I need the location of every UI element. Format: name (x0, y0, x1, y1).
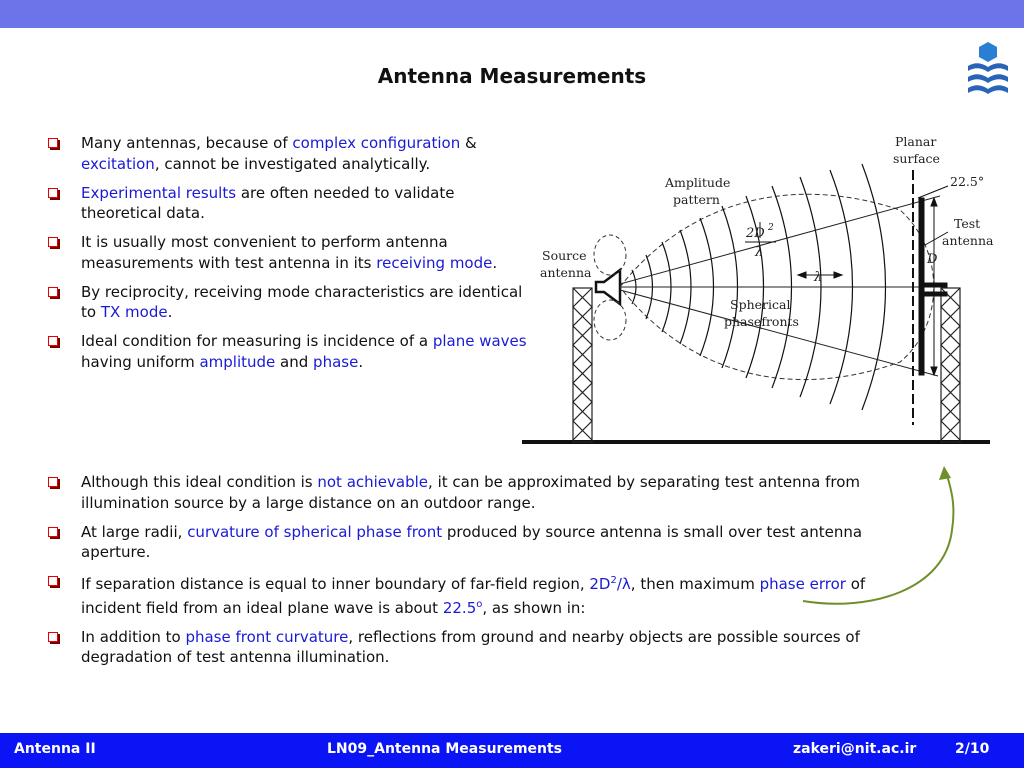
bullet-text: By reciprocity, receiving mode characteristics are identical to (81, 282, 523, 321)
source-label-line2: antenna (540, 265, 592, 280)
wavelength-label: λ (814, 270, 823, 285)
highlighted-text: TX mode (100, 303, 168, 321)
bullet-text: produced by source antenna is small over test antenna aperture. (81, 522, 863, 561)
source-rays (620, 196, 940, 376)
bullet-item (48, 522, 908, 563)
bullet-item (48, 133, 528, 174)
phasefronts-label-line1: Spherical (730, 297, 791, 312)
bullet-text: At large radii, (81, 522, 188, 541)
slide-title: Antenna Measurements (377, 64, 647, 88)
highlighted-text: complex configuration (292, 134, 461, 152)
bullet-text: If separation distance is equal to inner boundary of far-field region, (81, 575, 590, 593)
bullet-checkbox-icon (48, 576, 58, 586)
test-label-line1: Test (954, 216, 981, 231)
bullet-item (48, 331, 528, 372)
highlighted-text: excitation (81, 154, 155, 173)
bullet-text: are often needed to validate theoretical data. (81, 183, 455, 222)
bullet-checkbox-icon (48, 237, 58, 247)
aperture-label: D (927, 252, 938, 267)
bullet-checkbox-icon (48, 477, 58, 487)
bullet-item (48, 232, 528, 273)
highlighted-text: plane waves (432, 332, 527, 350)
bullet-text: & (460, 134, 477, 152)
far-field-range-diagram (515, 128, 1000, 454)
source-tower (573, 288, 592, 442)
highlighted-text: curvature of spherical phase front (187, 522, 443, 541)
bullet-text: of incident field from an ideal plane wave is about (81, 575, 866, 617)
svg-text:λ: λ (755, 245, 764, 260)
bullet-text: . (358, 352, 364, 371)
bullet-checkbox-icon (48, 632, 58, 642)
planar-label-line2: surface (893, 151, 940, 166)
bullet-text: Although this ideal condition is (81, 473, 318, 491)
bullet-text: having uniform (81, 352, 200, 371)
highlighted-text: amplitude (199, 352, 276, 371)
footer-course: Antenna II (14, 741, 96, 757)
footer-page-number: 2/10 (955, 741, 990, 757)
amplitude-label-line2: pattern (673, 192, 720, 207)
amplitude-label-line1: Amplitude (665, 175, 731, 190)
highlighted-text: receiving mode (376, 253, 493, 272)
bullet-checkbox-icon (48, 527, 58, 537)
footer-bar (0, 733, 1024, 768)
highlighted-text: o (476, 598, 483, 610)
highlighted-text: Experimental results (81, 183, 237, 202)
bullet-text: In addition to (81, 627, 186, 646)
bullet-item (48, 183, 528, 224)
bullet-text: , cannot be investigated analytically. (154, 154, 431, 173)
highlighted-text: phase (313, 352, 359, 371)
highlighted-text: /λ (616, 575, 631, 593)
top-banner (0, 0, 1024, 28)
footer-lecture: LN09_Antenna Measurements (327, 741, 563, 757)
planar-label-line1: Planar (895, 134, 937, 149)
highlighted-text: not achievable (317, 473, 429, 491)
test-antenna (919, 198, 947, 375)
angle-label: 22.5° (950, 174, 985, 189)
test-tower (941, 288, 960, 442)
bullet-text: . (167, 303, 173, 321)
bullet-text: and (275, 352, 314, 371)
footer-email: zakeri@nit.ac.ir (793, 741, 917, 757)
highlighted-text: 22.5 (442, 598, 477, 617)
highlighted-text: 2D (589, 575, 611, 593)
bullet-item (48, 282, 528, 323)
bullet-text: , reflections from ground and nearby objects are possible sources of degradation of test antenna illumination. (81, 627, 860, 666)
bullet-item (48, 571, 908, 618)
svg-text:2: 2 (768, 223, 774, 233)
bullet-text: Many antennas, because of (81, 134, 293, 152)
bullet-checkbox-icon (48, 287, 58, 297)
institute-logo-icon (964, 40, 1012, 104)
bullet-checkbox-icon (48, 188, 58, 198)
source-label-line1: Source (542, 248, 587, 263)
bullet-checkbox-icon (48, 336, 58, 346)
highlighted-text: phase error (759, 575, 846, 593)
bullet-item (48, 627, 908, 668)
bottom-bullet-list (48, 472, 908, 676)
svg-text:2D: 2D (746, 226, 765, 241)
highlighted-text: 2 (610, 575, 617, 586)
distance-label (745, 223, 776, 260)
bullet-text: It is usually most convenient to perform antenna measurements with test antenna in its (81, 233, 448, 272)
top-bullet-list (48, 133, 528, 381)
bullet-checkbox-icon (48, 138, 58, 148)
bullet-item (48, 472, 908, 513)
test-label-line2: antenna (942, 233, 994, 248)
bullet-text: Ideal condition for measuring is incidence of a (81, 332, 433, 350)
bullet-text: , then maximum (630, 575, 760, 593)
bullet-text: . (492, 253, 498, 272)
bullet-text: , it can be approximated by separating test antenna from illumination source by a large distance on an outdoor range. (81, 473, 861, 512)
highlighted-text: phase front curvature (185, 627, 349, 646)
phasefronts-label-line2: phasefronts (724, 314, 799, 329)
bullet-text: , as shown in: (482, 598, 586, 617)
